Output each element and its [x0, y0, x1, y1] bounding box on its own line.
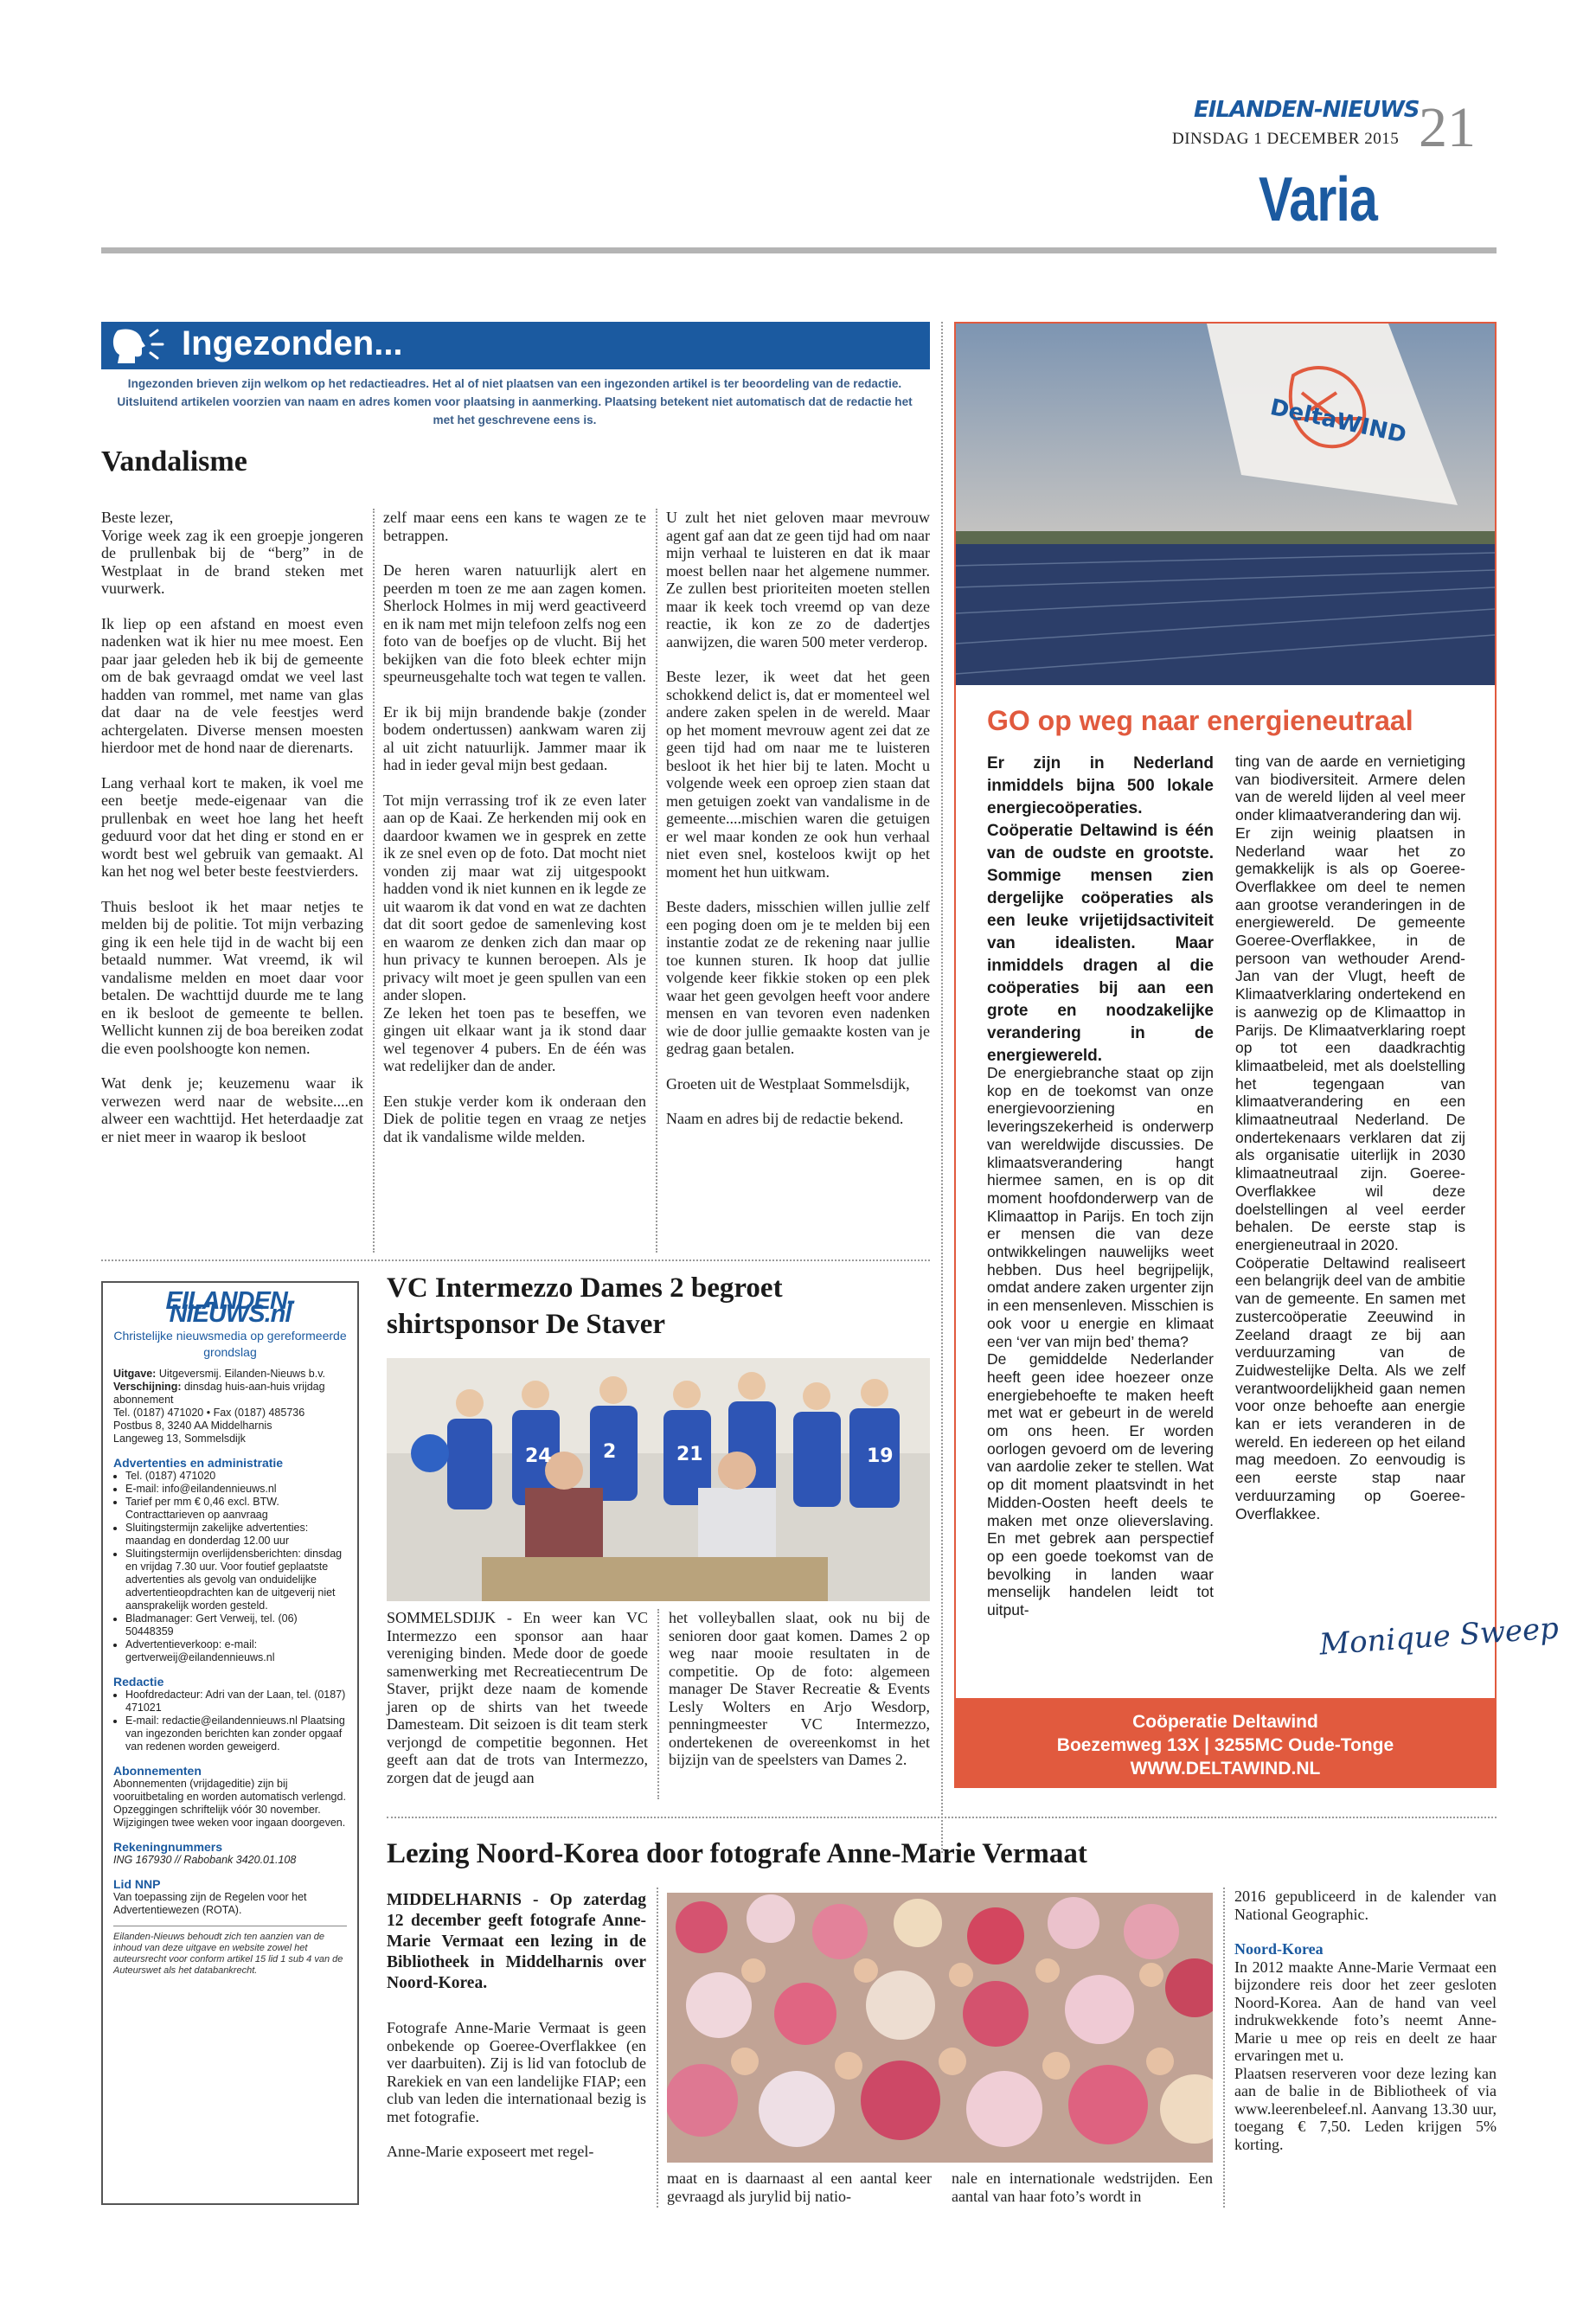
paragraph: Tot mijn verrassing trof ik ze even later aan op de Kaai. Ze herkenden mij ook en daardoor kwamen we in gesprek en zette ik ze snel even op de foto. Dat mocht niet vonden zij maar wat zij uitgespookt hadden vond ik niet kunnen en ik legde ze uit waarom ik dat vond en wat ze dachten dat dit soort gedoe de samenleving kost en waarom ze denken zich dan maar op hun privacy te kunnen beroepen. Als je privacy wilt moet je geen spullen van een ander slopen. Ze leken het toen pas te beseffen, we gingen uit elkaar want ja ik stond daar wel tegenover 4 pubers. En de één was wat redelijker dan de ander.	[383, 791, 646, 1074]
vc-headline: VC Intermezzo Dames 2 begroet shirtsponsor De Staver	[387, 1272, 783, 1340]
impressum-heading: Advertenties en administratie	[113, 1456, 284, 1470]
north-korea-photo	[667, 1893, 1213, 2163]
list-item: • Tel. (0187) 471020	[125, 1470, 347, 1483]
nnp-text: Van toepassing zijn de Regelen voor het Advertentiewezen (ROTA).	[113, 1891, 307, 1916]
svg-text:21: 21	[676, 1444, 703, 1465]
impressum-box	[101, 1281, 359, 2205]
impressum-heading: Abonnementen	[113, 1764, 202, 1778]
footer-line: Coöperatie Deltawind	[1132, 1712, 1318, 1732]
masthead-logo: EILANDEN-NIEUWS	[1194, 97, 1420, 123]
address-line: Postbus 8, 3240 AA Middelharnis	[113, 1420, 272, 1432]
label: Uitgave:	[113, 1368, 157, 1380]
paragraph: Anne-Marie exposeert met regel-	[387, 2143, 594, 2160]
paragraph: zelf maar eens een kans te wagen ze te betrappen.	[383, 509, 646, 544]
ad-footer	[956, 1698, 1495, 1786]
impressum-tagline: Christelijke nieuwsmedia op gereformeerde grondslag	[113, 1329, 347, 1359]
lezing-column-4	[1234, 1888, 1497, 2153]
uitgave: Uitgeversmij. Eilanden-Nieuws b.v.	[158, 1368, 326, 1380]
lezing-column-3: nale en internationale wedstrijden. Een aantal van haar foto’s wordt in	[952, 2170, 1213, 2205]
lezing-column-2: maat en is daarnaast al een aantal keer gevraagd als jurylid bij natio-	[667, 2170, 932, 2205]
ad-column-1: De energiebranche staat op zijn kop en de toekomst van onze energievoorziening en leveringszekerheid is onderwerp van wereldwijde discussies. De klimaatsverandering hangt hiermee samen, en is op dit moment hoofdonderwerp van de Klimaattop in Parijs. En toch zijn er mensen die van deze ontwikkelingen nauwelijks weet hebben. Dus heel begrijpelijk, omdat andere zaken urgenter zijn in een mensenleven. Misschien is ook voor u energie en klimaat een ‘ver van mijn bed’ thema? De gemiddelde Nederlander heeft geen idee hoezeer onze energiebehoefte te maken heeft met wat er gebeurt in de wereld om ons heen. Er worden oorlogen gevoerd om de levering van aardolie zeker te stellen. Wat op dit moment plaatsvindt in het Midden-Oosten heeft deels te maken met onze olieverslaving. En met gebrek aan perspectief op een goede toekomst van de bevolking in landen waar menselijk handelen leidt tot uitput-	[987, 1064, 1214, 1619]
lezing-lead: MIDDELHARNIS - Op zaterdag 12 december geeft fotografe Anne-Marie Vermaat een lezing in de Bibliotheek in Middelharnis over Noord-Korea.	[387, 1891, 646, 1992]
impressum-heading: Lid NNP	[113, 1877, 161, 1891]
section-divider	[387, 1817, 1497, 1818]
address-line: Langeweg 13, Sommelsdijk	[113, 1433, 246, 1445]
vandalisme-headline: Vandalisme	[101, 445, 247, 478]
issue-date: DINSDAG 1 DECEMBER 2015	[1172, 130, 1400, 148]
website-link[interactable]: WWW.DELTAWIND.NL	[1130, 1759, 1321, 1779]
paragraph: Wat denk je; keuzemenu waar ik verwezen werd naar de website....en alweer een wachttijd. Het heterdaadje zat er niet meer in waarop ik besloot	[101, 1074, 363, 1145]
ad-column-2: ting van de aarde en vernietiging van biodiversiteit. Armere delen van de wereld lijden al veel meer onder klimaatverandering dan wij. Er zijn weinig plaatsen in Nederland waar het zo gemakkelijk is als op Goeree-Overflakkee om deel te nemen aan grootse veranderingen in de energiewereld. De gemeente Goeree-Overflakkee, in de persoon van wethouder Arend-Jan van der Vlugt, heeft de Klimaatverklaring ondertekend en is aanwezig op de Klimaattop in Parijs. De Klimaatverklaring roept op tot een daadkrachtig klimaatbeleid, met als doelstelling het tegengaan van klimaatverandering en een klimaatneutraal Nederland. De ondertekenaars verklaren dat zij als organisatie uiterlijk in 2030 klimaatneutraal zijn. Goeree-Overflakkee wil deze doelstellingen al veel eerder behalen. De eerste stap is energieneutraal in 2020. Coöperatie Deltawind realiseert een belangrijk deel van de ambitie van de gemeente. En samen met zustercoöperatie Zeeuwind in Zeeland draagt ze bij aan verduurzaming van de Zuidwestelijke Delta. Als we zelf verantwoordelijkheid gaan nemen voor onze behoefte aan energie kan er iets veranderen in de wereld. En iedereen op het eiland mag meedoen. Zo eenvoudig is een eerste stap naar verduurzaming op Goeree-Overflakkee.	[1235, 753, 1465, 1522]
rekening-text: ING 167930 // Rabobank 3420.01.108	[113, 1854, 297, 1866]
page-number: 21	[1419, 96, 1476, 159]
vandalisme-column-2	[383, 509, 646, 1145]
list-item: • Tarief per mm € 0,46 excl. BTW. Contracttarieven op aanvraag	[125, 1496, 347, 1522]
paragraph: Beste lezer, Vorige week zag ik een groepje jongeren de prullenbak bij de “berg” in de Westplaat in de brand steken met vuurwerk.	[101, 509, 363, 597]
column-divider	[1223, 1888, 1225, 2208]
disclaimer: Eilanden-Nieuws behoudt zich ten aanzien van de inhoud van deze uitgave en website zowel het auteursrecht voor conform artikel 15 lid 1 sub 4 van de Auteurswet als het databankrecht.	[113, 1926, 347, 1977]
column-divider	[373, 509, 375, 1253]
paragraph: Beste daders, misschien willen jullie zelf een poging doen om je te melden bij een instantie zodat ze de rekening naar jullie toe kunnen sturen. Ik hoop dat jullie volgende keer fikkie stoken op een plek waar het geen gevolgen heeft voor andere mensen en van tevoren even nadenken wie de door jullie gemaakte kosten van je gedrag gaan betalen.	[666, 898, 930, 1057]
ad-lead: Er zijn in Nederland inmiddels bijna 500 lokale energiecoöperaties. Coöperatie Deltawind is één van de oudste en grootste. Sommige mensen zien dergelijke coöperaties als een leuke vrijetijdsactiviteit van idealisten. Maar inmiddels dragen al die coöperaties bij aan een grote en noodzakelijke verandering in de energiewereld.	[987, 754, 1214, 1065]
paragraph: Lang verhaal kort te maken, ik voel me een beetje mede-eigenaar van die prullenbak en weet hoe lang het heeft geduurd voor dat het ding er stond en er wordt best wel gebruik van gemaakt. Al kan het nog wel beter beste feestvierders.	[101, 773, 363, 880]
paragraph: In 2012 maakte Anne-Marie Vermaat een bijzondere reis door het zeer gesloten Noord-Korea. Aan de hand van veel indrukwekkende foto’s neemt Anne-Marie u mee op reis en deelt ze haar ervaringen met u.	[1234, 1958, 1497, 2064]
list-item: • Advertentieverkoop: e-mail: gertverweij@eilandennieuws.nl	[125, 1638, 347, 1664]
paragraph: Een stukje verder kom ik onderaan den Diek de politie tegen en vraag ze netjes dat ik vandalisme wilde melden.	[383, 1092, 646, 1145]
paragraph: Groeten uit de Westplaat Sommelsdijk,	[666, 1074, 910, 1093]
svg-text:24: 24	[525, 1445, 552, 1467]
impressum-heading: Redactie	[113, 1675, 164, 1689]
column-divider	[941, 322, 943, 1853]
section-title: Varia	[1259, 165, 1378, 234]
paragraph: Ik liep op een afstand en moest even nadenken wat ik hier nu mee moest. Een paar jaar geleden heb ik bij de gemeente om de bak gevraagd omdat we veel last hadden van rommel, met name van glas dat daar na de vele feestjes werd achtergelaten. Diverse mensen moesten hierdoor met de hond naar de dierenarts.	[101, 614, 363, 756]
paragraph: Fotografe Anne-Marie Vermaat is geen onbekende op Goeree-Overflakkee (en ver daarbuiten). Zij is lid van fotoclub de Rarekiek en van een landelijke FIAP; een club van leden die internationaal bezig is met fotografie.	[387, 2019, 646, 2125]
paragraph: U zult het niet geloven maar mevrouw agent gaf aan dat ze geen tijd had om naar mijn verhaal te luisteren en dat ik maar moest bellen naar het algemene nummer. Ze zullen best prioriteiten moeten stellen maar ik keek toch vreemd op van deze reactie, ik kon ze zo de dadertjes aanwijzen, die waren 500 meter verderop.	[666, 509, 930, 651]
verschijning: dinsdag huis-aan-huis vrijdag abonnement	[113, 1381, 325, 1406]
column-divider	[657, 1609, 659, 1799]
list-item: • E-mail: info@eilandennieuws.nl	[125, 1483, 347, 1496]
ingezonden-title: Ingezonden...	[182, 324, 403, 362]
list-item: • E-mail: redactie@eilandennieuws.nl Plaatsing van ingezonden berichten kan zonder opgaaf van redenen worden geweigerd.	[125, 1715, 347, 1753]
column-divider	[656, 509, 657, 1253]
column-divider	[657, 1888, 658, 2208]
deltawind-logo-text: DeltaWIND	[1267, 394, 1409, 449]
contact-line: Tel. (0187) 471020 • Fax (0187) 485736	[113, 1407, 305, 1419]
subheading: Noord-Korea	[1234, 1940, 1324, 1958]
list-item: • Sluitingstermijn overlijdensberichten: dinsdag en vrijdag 7.30 uur. Voor foutief geplaatste advertenties als gevolg van onduidelijke advertentieopdrachten kan de uitgeverij niet aansprakelijk worden gesteld.	[125, 1548, 347, 1612]
paragraph: Thuis besloot ik het maar netjes te melden bij de politie. Tot mijn verbazing ging ik een hele tijd in de wacht bij een betaald nummer. Wat vreemd, ik wil vandalisme melden en moet daar voor betalen. De wachttijd duurde me te lang en ik besloot de gemeente te bellen. Wellicht kunnen zij de boa bereiken zodat die even poolshoogte kon nemen.	[101, 897, 363, 1057]
vandalisme-column-3	[666, 509, 930, 1128]
signature: Monique Sweep	[1317, 1611, 1561, 1663]
vandalisme-column-1	[101, 509, 363, 1145]
lezing-headline: Lezing Noord-Korea door fotografe Anne-Marie Vermaat	[387, 1838, 1087, 1869]
impressum-logo: EILANDEN-NIEUWS.nl	[165, 1287, 295, 1328]
paragraph: De heren waren natuurlijk alert en peerden m toen ze me aan zagen komen. Sherlock Holmes in mij werd geactiveerd en ik nam met mijn telefoon zelfs nog een foto van de boefjes op de vlucht. Bij het bekijken van die foto bleek echter mijn speurneusgehalte toch wat tegen te vallen.	[383, 561, 646, 685]
list-item: • Sluitingstermijn zakelijke advertenties: maandag en donderdag 12.00 uur	[125, 1522, 347, 1548]
abonnementen-text: Abonnementen (vrijdageditie) zijn bij vooruitbetaling en worden automatisch verlengd. Opzeggingen schriftelijk vóór 30 november. Wijzigingen twee weken voor ingaan doorgeven.	[113, 1778, 346, 1829]
impressum-heading: Rekeningnummers	[113, 1840, 223, 1854]
paragraph: Plaatsen reserveren voor deze lezing kan aan de balie in de Bibliotheek of via www.leerenbeleef.nl. Aanvang 13.30 uur, toegang € 7,50. Leden krijgen 5% korting.	[1234, 2064, 1497, 2153]
paragraph: 2016 gepubliceerd in de kalender van National Geographic.	[1234, 1888, 1497, 1923]
section-divider	[101, 1259, 930, 1261]
svg-text:2: 2	[603, 1441, 617, 1463]
speaking-head-icon	[106, 325, 175, 365]
header-rule	[101, 247, 1497, 253]
paragraph: Naam en adres bij de redactie bekend.	[666, 1110, 904, 1127]
vc-column-2: het volleyballen slaat, ook nu bij de senioren door gaat komen. Dames 2 op weg naar mooie resultaten in de competitie. Op de foto: algemeen manager De Staver Recreatie & Events Lesly Wolters en Arjo Wesdorp, penningmeester VC Intermezzo, ondertekenen de overeenkomst in het bijzijn van de speelsters van Dames 2.	[669, 1609, 930, 1768]
list-item: • Bladmanager: Gert Verweij, tel. (06) 50448359	[125, 1612, 347, 1638]
label: Verschijning:	[113, 1381, 182, 1393]
list-item: • Hoofdredacteur: Adri van der Laan, tel. (0187) 471021	[125, 1689, 347, 1715]
lezing-column-1	[387, 2019, 646, 2161]
paragraph: Er ik bij mijn brandende bakje (zonder bodem ondertussen) aankwam waren zij al uit zicht natuurlijk. Jammer maar ik had in ieder geval mijn best gedaan.	[383, 702, 646, 773]
solar-field-photo	[956, 324, 1495, 685]
ad-headline: GO op weg naar energieneutraal	[987, 705, 1413, 736]
vc-column-1: SOMMELSDIJK - En weer kan VC Intermezzo een sponsor aan haar vereniging binden. Mede door de goede samenwerking met Recreatiecentrum De Staver, prijkt deze naam de komende jaren op de shirts van het tweede Damesteam. Dit seizoen is dit team sterk verjongd de competitie begonnen. Het geeft aan dat de trots van Intermezzo, zorgen dat de jeugd aan	[387, 1609, 648, 1786]
team-photo	[387, 1358, 930, 1601]
paragraph: Beste lezer, ik weet dat het geen schokkend delict is, dat er momenteel wel andere zaken spelen in de wereld. Maar op het moment mevrouw agent zei dat ze geen tijd had om naar me te luisteren besloot ik het hier bij te laten. Mocht u volgende week een oproep zien staan dat men getuigen zoekt van vandalisme in de gemeente....mischien waren die getuigen er wel maar konden ze ook hun verhaal niet even snel, kosteloos kwijt op het moment het hun uitkwam.	[666, 668, 930, 881]
svg-text:19: 19	[867, 1445, 894, 1467]
footer-line: Boezemweg 13X | 3255MC Oude-Tonge	[1056, 1735, 1394, 1755]
ingezonden-intro: Ingezonden brieven zijn welkom op het redactieadres. Het al of niet plaatsen van een ingezonden artikel is ter beoordeling van de redactie. Uitsluitend artikelen voorzien van naam en adres komen voor plaatsing in aanmerking. Plaatsing betekent niet automatisch dat de redactie het met het geschrevene eens is.	[117, 377, 913, 426]
